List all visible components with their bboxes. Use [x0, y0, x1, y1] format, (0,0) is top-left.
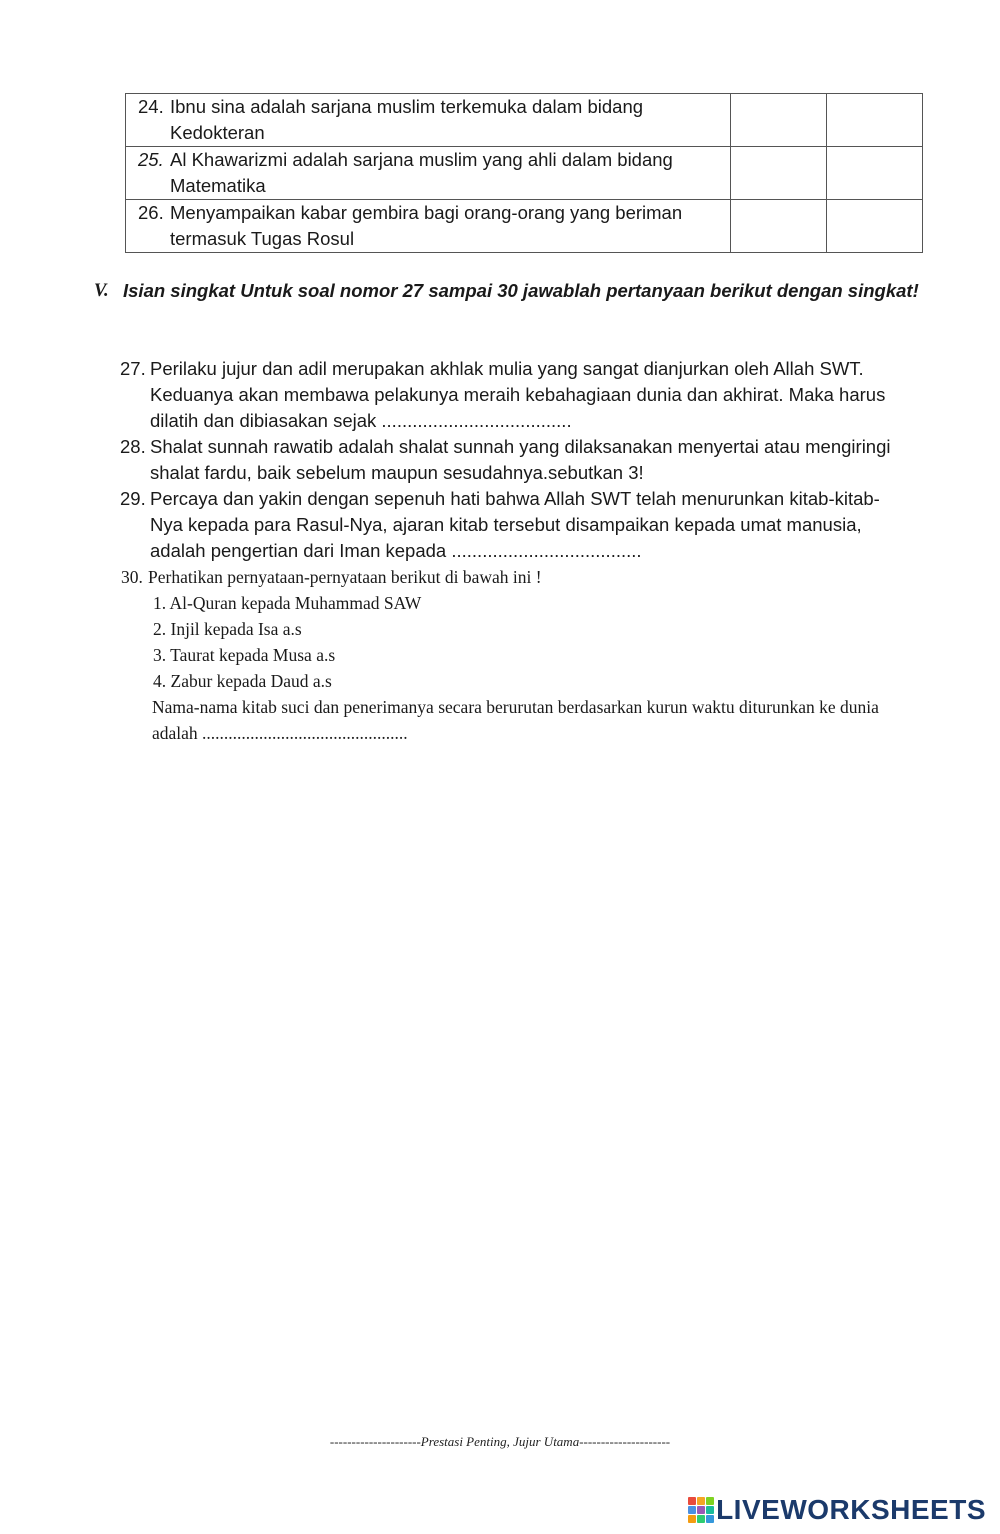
answer-cell-true[interactable]: [731, 94, 827, 147]
question-item: [120, 486, 900, 564]
question-text: Perilaku jujur dan adil merupakan akhlak mulia yang sangat dianjurkan oleh Allah SWT. Keduanya akan membawa pelakunya meraih kebahagiaan dunia dan akhirat. Maka harus dilatih dan dibiasakan sejak .....................................: [150, 358, 886, 431]
section-instruction: Isian singkat Untuk soal nomor 27 sampai 30 jawablah pertanyaan berikut dengan singkat!: [123, 280, 919, 301]
statement-number: 26.: [138, 202, 164, 223]
section-numeral: V.: [94, 281, 109, 301]
page-footer: ---------------------Prestasi Penting, Jujur Utama---------------------: [329, 1434, 671, 1449]
question-intro: Perhatikan pernyataan-pernyataan berikut di bawah ini !: [148, 567, 542, 587]
question-number: 28.: [120, 436, 146, 457]
statement-cell: [126, 147, 731, 200]
list-item: 2. Injil kepada Isa a.s: [153, 619, 302, 639]
question-text: Shalat sunnah rawatib adalah shalat sunnah yang dilaksanakan menyertai atau mengiringi shalat fardu, baik sebelum maupun sesudahnya.sebutkan 3!: [150, 436, 891, 483]
answer-cell-true[interactable]: [731, 147, 827, 200]
brand-name: LIVEWORKSHEETS: [716, 1494, 986, 1525]
liveworksheets-logo-icon: [688, 1497, 714, 1523]
question-text: Percaya dan yakin dengan sepenuh hati bahwa Allah SWT telah menurunkan kitab-kitab-Nya kepada para Rasul-Nya, ajaran kitab tersebut disampaikan kepada umat manusia, adalah pengertian dari Iman kepada .....................................: [150, 488, 880, 561]
table-row: [126, 200, 923, 253]
list-item: 1. Al-Quran kepada Muhammad SAW: [153, 593, 422, 613]
question-number: 30.: [121, 567, 143, 587]
statement-cell: [126, 200, 731, 253]
table-row: [126, 94, 923, 147]
question-30: [121, 564, 911, 746]
answer-cell-false[interactable]: [827, 147, 923, 200]
statement-list: [121, 590, 911, 694]
section-heading: [94, 278, 924, 304]
answer-cell-false[interactable]: [827, 200, 923, 253]
question-item: [120, 434, 900, 486]
statement-number: 25.: [138, 149, 164, 170]
statement-text: Menyampaikan kabar gembira bagi orang-orang yang beriman termasuk Tugas Rosul: [170, 202, 683, 249]
brand-watermark[interactable]: [688, 1492, 986, 1528]
list-item: 4. Zabur kepada Daud a.s: [153, 671, 332, 691]
statement-text: Al Khawarizmi adalah sarjana muslim yang ahli dalam bidang Matematika: [170, 149, 673, 196]
answer-cell-false[interactable]: [827, 94, 923, 147]
question-number: 27.: [120, 358, 146, 379]
true-false-table: [125, 93, 923, 253]
table-row: [126, 147, 923, 200]
question-item: [120, 356, 900, 434]
question-list: [120, 356, 900, 564]
statement-number: 24.: [138, 96, 164, 117]
list-item: 3. Taurat kepada Musa a.s: [153, 645, 336, 665]
question-closing: Nama-nama kitab suci dan penerimanya secara berurutan berdasarkan kurun waktu diturunkan ke dunia adalah ...............................................: [152, 697, 879, 743]
question-number: 29.: [120, 488, 146, 509]
statement-cell: [126, 94, 731, 147]
answer-cell-true[interactable]: [731, 200, 827, 253]
statement-text: Ibnu sina adalah sarjana muslim terkemuka dalam bidang Kedokteran: [170, 96, 644, 143]
